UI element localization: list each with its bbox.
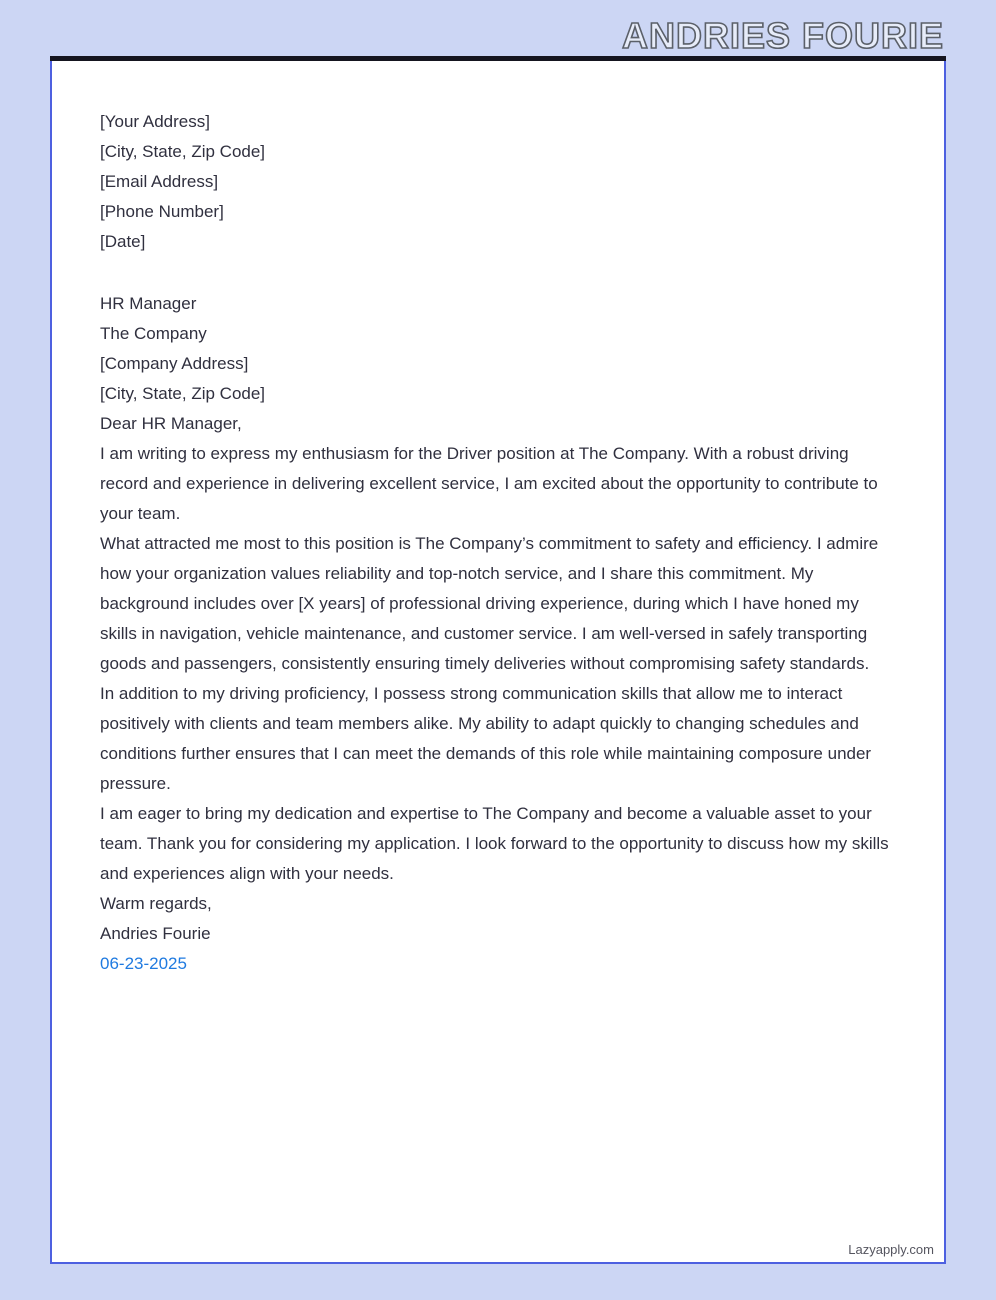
recipient-address-block [100, 289, 892, 409]
paragraph: I am eager to bring my dedication and expertise to The Company and become a valuable asset to your team. Thank you for considering my application. I look forward to the opportunity to discuss how my skills and experiences align with your needs. [100, 804, 889, 883]
recipient-address-line: [City, State, Zip Code] [100, 384, 266, 403]
sender-address-block [100, 107, 892, 257]
header [0, 0, 996, 56]
brand-watermark: Lazyapply.com [848, 1242, 934, 1257]
paragraph: What attracted me most to this position is The Company’s commitment to safety and efficiency. I admire how your organization values reliability and top-notch service, and I share this commitment. My background includes over [X years] of professional driving experience, during which I have honed my skills in navigation, vehicle maintenance, and customer service. I am well-versed in safely transporting goods and passengers, consistently ensuring timely deliveries without compromising safety standards. [100, 534, 879, 673]
sender-address-line: [Phone Number] [100, 202, 224, 221]
paragraph: I am writing to express my enthusiasm for the Driver position at The Company. With a robust driving record and experience in delivering excellent service, I am excited about the opportunity to contribute to your team. [100, 444, 878, 523]
page-title: ANDRIES FOURIE [621, 15, 944, 56]
recipient-address-line: The Company [100, 324, 207, 343]
sender-address-line: [City, State, Zip Code] [100, 142, 266, 161]
closing: Warm regards, [100, 894, 212, 913]
recipient-address-line: HR Manager [100, 294, 197, 313]
date-link[interactable]: 06-23-2025 [100, 954, 187, 973]
sender-address-line: [Email Address] [100, 172, 219, 191]
sender-address-line: [Date] [100, 232, 146, 251]
signature-name: Andries Fourie [100, 924, 211, 943]
letter-container [50, 56, 946, 1264]
recipient-address-line: [Company Address] [100, 354, 249, 373]
sender-address-line: [Your Address] [100, 112, 210, 131]
letter-body [52, 61, 944, 979]
paragraph: In addition to my driving proficiency, I possess strong communication skills that allow me to interact positively with clients and team members alike. My ability to adapt quickly to changing schedules and conditions further ensures that I can meet the demands of this role while maintaining composure under pressure. [100, 684, 872, 793]
salutation: Dear HR Manager, [100, 414, 242, 433]
